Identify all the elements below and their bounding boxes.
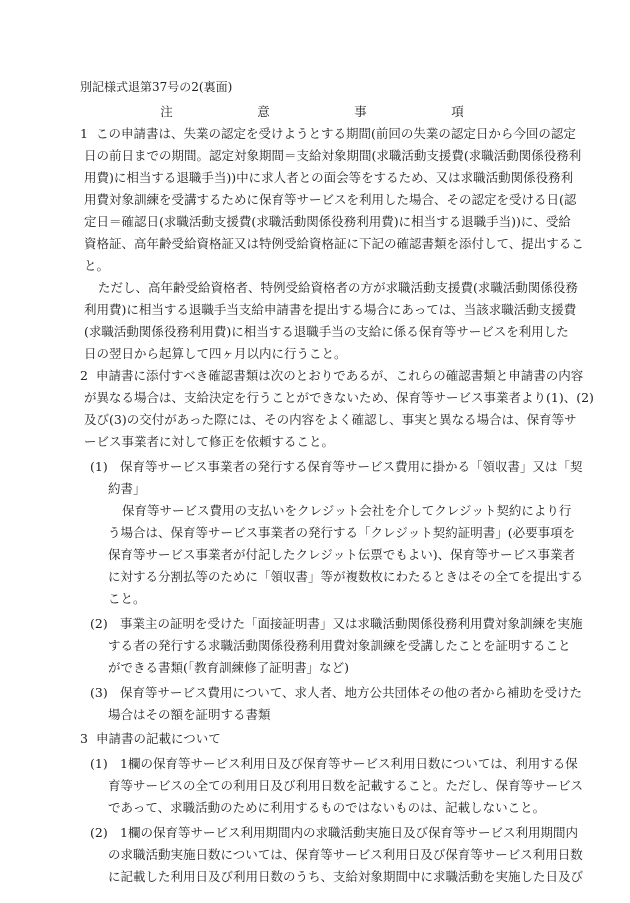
item-2-2-text: する者の発行する求職活動関係役務利用費対象訓練を受講したことを証明すること — [108, 638, 571, 653]
item-2-3-number: (3) — [90, 685, 108, 700]
item-2-text: 及び(3)の交付があった際には、その内容をよく確認し、事実と異なる場合は、保育等サ — [84, 412, 577, 427]
item-1-text: 用費対象訓練を受講するために保育等サービスを利用した場合、その認定を受ける日(認 — [84, 192, 577, 207]
item-2-1-note: 保育等サービス事業者が付記したクレジット伝票でもよい)、保育等サービス事業者 — [108, 547, 576, 562]
item-1-proviso: 日の翌日から起算して四ヶ月以内に行うこと。 — [84, 346, 347, 361]
item-2-3-text: 場合はその額を証明する書類 — [108, 707, 271, 722]
item-1-proviso: 利用費)に相当する退職手当支給申請書を提出する場合にあっては、当該求職活動支援費 — [84, 302, 577, 317]
item-1-text: 日の前日までの期間。認定対象期間＝支給対象期間(求職活動支援費(求職活動関係役務利 — [84, 148, 582, 163]
item-3-1-text: であって、求職活動のために利用するものではないものは、記載しないこと。 — [108, 800, 546, 815]
item-1-text: この申請書は、失業の認定を受けようとする期間(前回の失業の認定日から今回の認定 — [96, 126, 576, 141]
item-3-1-number: (1) — [90, 756, 108, 771]
item-2-1-text: 約書」 — [108, 481, 146, 496]
item-3-2-text: 1欄の保育等サービス利用期間内の求職活動実施日及び保育等サービス利用期間内 — [120, 825, 578, 840]
item-1-text: と。 — [84, 258, 110, 273]
item-2-2-number: (2) — [90, 616, 108, 631]
item-2-1-note: う場合は、保育等サービス事業者の発行する「クレジット契約証明書」(必要事項を — [108, 525, 576, 540]
item-1-text: 定日＝確認日(求職活動支援費(求職活動関係役務利用費)に相当する退職手当))に、受給 — [84, 214, 571, 229]
item-2-1-text: 保育等サービス事業者の発行する保育等サービス費用に掛かる「領収書」又は「契 — [120, 459, 583, 474]
item-2-2-text: ができる書類(「教育訓練修了証明書」など) — [108, 660, 350, 675]
item-1-proviso: (求職活動関係役務利用費)に相当する退職手当の支給に係る保育等サービスを利用した — [84, 324, 569, 339]
item-1-number: 1 — [80, 126, 88, 141]
item-2-1-note: 保育等サービス費用の支払いをクレジット会社を介してクレジット契約により行 — [122, 503, 572, 518]
item-2-1-note: こと。 — [108, 591, 146, 606]
item-3-number: 3 — [80, 731, 88, 746]
item-2-text: 申請書に添付すべき確認書類は次のとおりであるが、これらの確認書類と申請書の内容 — [96, 368, 584, 383]
item-1-proviso: ただし、高年齢受給資格者、特例受給資格者の方が求職活動支援費(求職活動関係役務 — [98, 280, 578, 295]
item-2-1-note: に対する分割払等のために「領収書」等が複数枚にわたるときはその全てを提出する — [108, 569, 584, 584]
item-3-1-text: 1欄の保育等サービス利用日及び保育等サービス利用日数については、利用する保 — [120, 756, 578, 771]
item-3-2-text: の求職活動実施日数については、保育等サービス利用日及び保育等サービス利用日数 — [108, 847, 583, 862]
item-3-2-text: に記載した利用日及び利用日数のうち、支給対象期間中に求職活動を実施した日及び — [108, 869, 584, 884]
item-1-text: 用費)に相当する退職手当))中に求人者との面会等をするため、又は求職活動関係役務利 — [84, 170, 574, 185]
page-title: 注 意 事 項 — [160, 104, 500, 119]
item-3-1-text: 育等サービスの全ての利用日及び利用日数を記載すること。ただし、保育等サービス — [108, 778, 584, 793]
item-2-text: ービス事業者に対して修正を依頼すること。 — [84, 434, 335, 449]
item-2-3-text: 保育等サービス費用について、求人者、地方公共団体その他の者から補助を受けた — [120, 685, 583, 700]
form-id: 別記様式退第37号の2(裏面) — [80, 80, 233, 94]
item-3-2-number: (2) — [90, 825, 108, 840]
item-2-text: が異なる場合は、支給決定を行うことができないため、保育等サービス事業者より(1)、(2) — [84, 390, 594, 405]
item-2-1-number: (1) — [90, 459, 108, 474]
item-3-text: 申請書の記載について — [96, 731, 221, 746]
item-1-text: 資格証、高年齢受給資格証又は特例受給資格証に下記の確認書類を添付して、提出するこ — [84, 236, 584, 251]
item-2-number: 2 — [80, 368, 88, 383]
item-2-2-text: 事業主の証明を受けた「面接証明書」又は求職活動関係役務利用費対象訓練を実施 — [120, 616, 583, 631]
